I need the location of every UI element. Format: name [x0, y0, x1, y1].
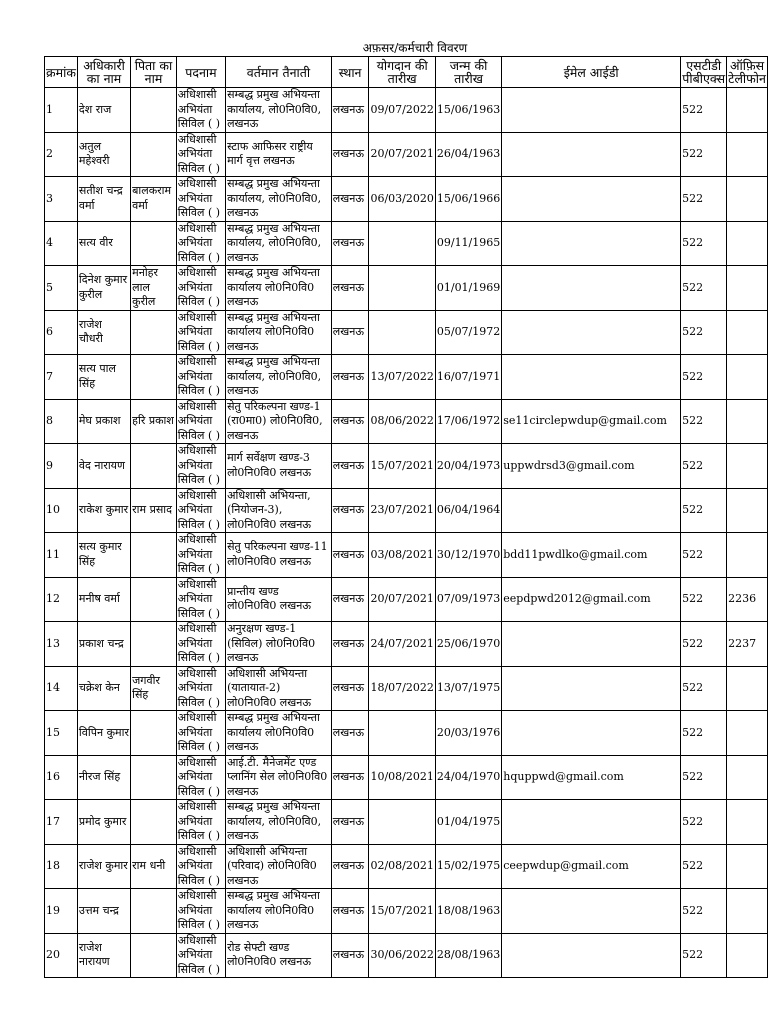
cell-office-tel [727, 800, 768, 845]
cell-place: लखनऊ [331, 221, 369, 266]
cell-std: 522 [681, 355, 727, 400]
table-row [45, 266, 768, 311]
col-header-std: एसटीडी पीबीएक्स [682, 58, 726, 86]
cell-serial: 10 [45, 488, 78, 533]
table-row [45, 666, 768, 711]
cell-name: नीरज सिंह [77, 755, 130, 800]
cell-office-tel [727, 933, 768, 978]
cell-joining [369, 800, 435, 845]
table-row [45, 711, 768, 756]
cell-email [502, 88, 681, 133]
table-row [45, 399, 768, 444]
cell-std: 522 [681, 755, 727, 800]
cell-joining: 24/07/2021 [369, 622, 435, 667]
cell-joining [369, 711, 435, 756]
cell-email [502, 221, 681, 266]
table-row [45, 933, 768, 978]
cell-joining [369, 310, 435, 355]
cell-office-tel [727, 755, 768, 800]
cell-dob: 24/04/1970 [435, 755, 501, 800]
cell-place: लखनऊ [331, 533, 369, 578]
cell-place: लखनऊ [331, 488, 369, 533]
cell-name: सतीश चन्द्र वर्मा [77, 177, 130, 222]
cell-std: 522 [681, 622, 727, 667]
cell-father: राम प्रसाद [131, 488, 177, 533]
cell-std: 522 [681, 266, 727, 311]
cell-posting: सम्बद्ध प्रमुख अभियन्ता कार्यालय, लो0नि0वि0, लखनऊ [226, 88, 332, 133]
cell-posting: सम्बद्ध प्रमुख अभियन्ता कार्यालय लो0नि0वि0 लखनऊ [226, 711, 332, 756]
cell-posting: अधिशासी अभियन्ता (यातायात-2) लो0नि0वि0 लखनऊ [226, 666, 332, 711]
cell-office-tel [727, 177, 768, 222]
col-header-dob: जन्म की तारीख [435, 57, 501, 88]
table-row [45, 844, 768, 889]
cell-serial: 3 [45, 177, 78, 222]
table-row [45, 221, 768, 266]
cell-office-tel: 2237 [727, 622, 768, 667]
cell-posting: सम्बद्ध प्रमुख अभियन्ता कार्यालय, लो0नि0वि0, लखनऊ [226, 177, 332, 222]
cell-joining: 20/07/2021 [369, 577, 435, 622]
cell-name: सत्य कुमार सिंह [77, 533, 130, 578]
cell-email [502, 622, 681, 667]
cell-father: बालकराम वर्मा [131, 177, 177, 222]
cell-std: 522 [681, 444, 727, 489]
cell-std: 522 [681, 88, 727, 133]
cell-office-tel [727, 666, 768, 711]
cell-serial: 16 [45, 755, 78, 800]
cell-std: 522 [681, 844, 727, 889]
cell-std: 522 [681, 933, 727, 978]
cell-name: राजेश चौधरी [77, 310, 130, 355]
cell-office-tel [727, 310, 768, 355]
cell-joining: 09/07/2022 [369, 88, 435, 133]
cell-father [131, 132, 177, 177]
col-header-designation: पदनाम [176, 57, 225, 88]
cell-designation: अधिशासी अभियंता सिविल ( ) [176, 221, 225, 266]
cell-posting: अधिशासी अभियन्ता (परिवाद) लो0नि0वि0 लखनऊ [226, 844, 332, 889]
cell-std: 522 [681, 800, 727, 845]
cell-father [131, 444, 177, 489]
cell-serial: 20 [45, 933, 78, 978]
cell-name: राकेश कुमार [77, 488, 130, 533]
cell-dob: 18/08/1963 [435, 889, 501, 934]
cell-office-tel [727, 844, 768, 889]
cell-serial: 12 [45, 577, 78, 622]
table-row [45, 355, 768, 400]
cell-designation: अधिशासी अभियंता सिविल ( ) [176, 844, 225, 889]
table-row [45, 889, 768, 934]
cell-dob: 09/11/1965 [435, 221, 501, 266]
cell-office-tel [727, 711, 768, 756]
cell-posting: सेतु परिकल्पना खण्ड-1 (रा0मा0) लो0नि0वि0, लखनऊ [226, 399, 332, 444]
cell-std: 522 [681, 221, 727, 266]
cell-joining: 20/07/2021 [369, 132, 435, 177]
table-row [45, 755, 768, 800]
cell-father [131, 711, 177, 756]
cell-dob: 20/03/1976 [435, 711, 501, 756]
cell-father: राम धनी [131, 844, 177, 889]
cell-name: अतुल महेश्वरी [77, 132, 130, 177]
cell-designation: अधिशासी अभियंता सिविल ( ) [176, 355, 225, 400]
cell-serial: 13 [45, 622, 78, 667]
cell-father [131, 533, 177, 578]
table-row [45, 533, 768, 578]
cell-name: प्रमोद कुमार [77, 800, 130, 845]
cell-designation: अधिशासी अभियंता सिविल ( ) [176, 933, 225, 978]
cell-joining: 06/03/2020 [369, 177, 435, 222]
cell-designation: अधिशासी अभियंता सिविल ( ) [176, 310, 225, 355]
cell-email: bdd11pwdlko@gmail.com [502, 533, 681, 578]
cell-office-tel [727, 889, 768, 934]
sheet-title: अफ़सर/कर्मचारी विवरण [362, 41, 468, 55]
table-row [45, 444, 768, 489]
cell-designation: अधिशासी अभियंता सिविल ( ) [176, 88, 225, 133]
cell-serial: 17 [45, 800, 78, 845]
cell-posting: सम्बद्ध प्रमुख अभियन्ता कार्यालय लो0नि0वि0 लखनऊ [226, 310, 332, 355]
cell-father [131, 221, 177, 266]
col-header-name: अधिकारी का नाम [77, 57, 130, 88]
cell-email: se11circlepwdup@gmail.com [502, 399, 681, 444]
cell-father [131, 88, 177, 133]
cell-serial: 5 [45, 266, 78, 311]
cell-father [131, 622, 177, 667]
cell-joining: 02/08/2021 [369, 844, 435, 889]
cell-designation: अधिशासी अभियंता सिविल ( ) [176, 266, 225, 311]
table-row [45, 800, 768, 845]
col-header-posting: वर्तमान तैनाती [226, 57, 332, 88]
cell-email [502, 355, 681, 400]
table-body [45, 88, 768, 978]
cell-email [502, 933, 681, 978]
cell-std: 522 [681, 711, 727, 756]
cell-posting: आई.टी. मैनेजमेंट एण्ड प्लानिंग सेल लो0नि0वि0 लखनऊ [226, 755, 332, 800]
cell-designation: अधिशासी अभियंता सिविल ( ) [176, 622, 225, 667]
cell-joining: 13/07/2022 [369, 355, 435, 400]
cell-email [502, 310, 681, 355]
cell-posting: प्रान्तीय खण्ड लो0नि0वि0 लखनऊ [226, 577, 332, 622]
cell-dob: 28/08/1963 [435, 933, 501, 978]
cell-dob: 15/06/1963 [435, 88, 501, 133]
cell-dob: 06/04/1964 [435, 488, 501, 533]
table-row [45, 622, 768, 667]
cell-place: लखनऊ [331, 399, 369, 444]
table-row [45, 132, 768, 177]
cell-email: ceepwdup@gmail.com [502, 844, 681, 889]
cell-designation: अधिशासी अभियंता सिविल ( ) [176, 755, 225, 800]
cell-designation: अधिशासी अभियंता सिविल ( ) [176, 132, 225, 177]
cell-office-tel [727, 533, 768, 578]
cell-name: दिनेश कुमार कुरील [77, 266, 130, 311]
table-row [45, 177, 768, 222]
cell-name: राजेश नारायण [77, 933, 130, 978]
cell-name: मनीष वर्मा [77, 577, 130, 622]
cell-email: uppwdrsd3@gmail.com [502, 444, 681, 489]
cell-email [502, 666, 681, 711]
cell-posting: सम्बद्ध प्रमुख अभियन्ता कार्यालय, लो0नि0वि0, लखनऊ [226, 800, 332, 845]
cell-dob: 25/06/1970 [435, 622, 501, 667]
cell-dob: 20/04/1973 [435, 444, 501, 489]
cell-father: हरि प्रकाश [131, 399, 177, 444]
cell-father: जगवीर सिंह [131, 666, 177, 711]
table-row [45, 310, 768, 355]
cell-place: लखनऊ [331, 310, 369, 355]
cell-serial: 7 [45, 355, 78, 400]
cell-designation: अधिशासी अभियंता सिविल ( ) [176, 711, 225, 756]
cell-name: देश राज [77, 88, 130, 133]
cell-designation: अधिशासी अभियंता सिविल ( ) [176, 444, 225, 489]
cell-name: सत्य पाल सिंह [77, 355, 130, 400]
cell-joining [369, 266, 435, 311]
cell-dob: 01/01/1969 [435, 266, 501, 311]
cell-serial: 1 [45, 88, 78, 133]
cell-office-tel [727, 488, 768, 533]
cell-email: eepdpwd2012@gmail.com [502, 577, 681, 622]
col-header-email: ईमेल आईडी [502, 57, 681, 88]
cell-dob: 16/07/1971 [435, 355, 501, 400]
cell-serial: 19 [45, 889, 78, 934]
cell-place: लखनऊ [331, 622, 369, 667]
cell-designation: अधिशासी अभियंता सिविल ( ) [176, 800, 225, 845]
cell-std: 522 [681, 577, 727, 622]
cell-std: 522 [681, 310, 727, 355]
cell-father [131, 355, 177, 400]
cell-posting: अधिशासी अभियन्ता, (नियोजन-3), लो0नि0वि0 लखनऊ [226, 488, 332, 533]
cell-std: 522 [681, 666, 727, 711]
cell-email [502, 266, 681, 311]
cell-office-tel [727, 399, 768, 444]
cell-std: 522 [681, 488, 727, 533]
cell-posting: अनुरक्षण खण्ड-1 (सिविल) लो0नि0वि0 लखनऊ [226, 622, 332, 667]
cell-father [131, 755, 177, 800]
cell-office-tel [727, 132, 768, 177]
cell-std: 522 [681, 399, 727, 444]
cell-father [131, 933, 177, 978]
cell-dob: 13/07/1975 [435, 666, 501, 711]
cell-serial: 18 [45, 844, 78, 889]
cell-place: लखनऊ [331, 355, 369, 400]
cell-posting: सम्बद्ध प्रमुख अभियन्ता कार्यालय लो0नि0वि0 लखनऊ [226, 889, 332, 934]
cell-dob: 17/06/1972 [435, 399, 501, 444]
cell-place: लखनऊ [331, 577, 369, 622]
cell-email [502, 711, 681, 756]
cell-name: सत्य वीर [77, 221, 130, 266]
cell-designation: अधिशासी अभियंता सिविल ( ) [176, 533, 225, 578]
cell-name: उत्तम चन्द्र [77, 889, 130, 934]
cell-father [131, 577, 177, 622]
cell-posting: सम्बद्ध प्रमुख अभियन्ता कार्यालय, लो0नि0वि0, लखनऊ [226, 221, 332, 266]
cell-dob: 05/07/1972 [435, 310, 501, 355]
cell-email [502, 889, 681, 934]
cell-serial: 6 [45, 310, 78, 355]
cell-email [502, 800, 681, 845]
cell-name: मेघ प्रकाश [77, 399, 130, 444]
cell-posting: सम्बद्ध प्रमुख अभियन्ता कार्यालय, लो0नि0वि0, लखनऊ [226, 355, 332, 400]
cell-dob: 07/09/1973 [435, 577, 501, 622]
cell-designation: अधिशासी अभियंता सिविल ( ) [176, 399, 225, 444]
cell-place: लखनऊ [331, 132, 369, 177]
cell-dob: 26/04/1963 [435, 132, 501, 177]
cell-place: लखनऊ [331, 933, 369, 978]
employee-table [44, 56, 768, 978]
cell-name: राजेश कुमार [77, 844, 130, 889]
cell-place: लखनऊ [331, 88, 369, 133]
cell-joining: 23/07/2021 [369, 488, 435, 533]
table-row [45, 88, 768, 133]
col-header-place: स्थान [331, 57, 369, 88]
cell-email [502, 132, 681, 177]
cell-serial: 2 [45, 132, 78, 177]
cell-joining: 03/08/2021 [369, 533, 435, 578]
cell-email: hquppwd@gmail.com [502, 755, 681, 800]
cell-place: लखनऊ [331, 889, 369, 934]
cell-office-tel [727, 355, 768, 400]
cell-place: लखनऊ [331, 666, 369, 711]
cell-place: लखनऊ [331, 177, 369, 222]
cell-office-tel [727, 444, 768, 489]
cell-joining: 15/07/2021 [369, 889, 435, 934]
cell-place: लखनऊ [331, 800, 369, 845]
cell-office-tel: 2236 [727, 577, 768, 622]
cell-posting: मार्ग सर्वेक्षण खण्ड-3 लो0नि0वि0 लखनऊ [226, 444, 332, 489]
cell-serial: 11 [45, 533, 78, 578]
cell-name: प्रकाश चन्द्र [77, 622, 130, 667]
cell-std: 522 [681, 177, 727, 222]
cell-std: 522 [681, 533, 727, 578]
cell-joining: 15/07/2021 [369, 444, 435, 489]
col-header-serial: क्रमांक [45, 57, 78, 88]
cell-serial: 9 [45, 444, 78, 489]
cell-posting: सेतु परिकल्पना खण्ड-11 लो0नि0वि0 लखनऊ [226, 533, 332, 578]
cell-dob: 30/12/1970 [435, 533, 501, 578]
cell-email [502, 488, 681, 533]
col-header-office-tel: ऑफ़िस टेलीफोन [728, 58, 766, 86]
col-header-father: पिता का नाम [131, 57, 177, 88]
cell-dob: 01/04/1975 [435, 800, 501, 845]
cell-father [131, 889, 177, 934]
cell-name: चक्रेश केन [77, 666, 130, 711]
cell-joining: 18/07/2022 [369, 666, 435, 711]
cell-serial: 15 [45, 711, 78, 756]
cell-joining: 30/06/2022 [369, 933, 435, 978]
cell-designation: अधिशासी अभियंता सिविल ( ) [176, 488, 225, 533]
table-row [45, 577, 768, 622]
cell-serial: 14 [45, 666, 78, 711]
cell-office-tel [727, 266, 768, 311]
cell-joining: 10/08/2021 [369, 755, 435, 800]
header-row [45, 57, 768, 88]
cell-designation: अधिशासी अभियंता सिविल ( ) [176, 577, 225, 622]
table-row [45, 488, 768, 533]
col-header-joining: योगदान की तारीख [369, 57, 435, 88]
cell-place: लखनऊ [331, 844, 369, 889]
cell-office-tel [727, 88, 768, 133]
cell-place: लखनऊ [331, 444, 369, 489]
cell-father [131, 800, 177, 845]
cell-posting: स्टाफ आफिसर राष्ट्रीय मार्ग वृत्त लखनऊ [226, 132, 332, 177]
cell-posting: रोड सेफ्टी खण्ड लो0नि0वि0 लखनऊ [226, 933, 332, 978]
cell-office-tel [727, 221, 768, 266]
cell-designation: अधिशासी अभियंता सिविल ( ) [176, 177, 225, 222]
cell-place: लखनऊ [331, 755, 369, 800]
cell-place: लखनऊ [331, 711, 369, 756]
cell-joining: 08/06/2022 [369, 399, 435, 444]
cell-father [131, 310, 177, 355]
cell-name: वेद नारायण [77, 444, 130, 489]
cell-name: विपिन कुमार [77, 711, 130, 756]
cell-posting: सम्बद्ध प्रमुख अभियन्ता कार्यालय लो0नि0वि0 लखनऊ [226, 266, 332, 311]
cell-father: मनोहर लाल कुरील [131, 266, 177, 311]
cell-designation: अधिशासी अभियंता सिविल ( ) [176, 889, 225, 934]
cell-joining [369, 221, 435, 266]
cell-designation: अधिशासी अभियंता सिविल ( ) [176, 666, 225, 711]
cell-serial: 4 [45, 221, 78, 266]
cell-dob: 15/06/1966 [435, 177, 501, 222]
cell-dob: 15/02/1975 [435, 844, 501, 889]
cell-email [502, 177, 681, 222]
cell-std: 522 [681, 132, 727, 177]
cell-place: लखनऊ [331, 266, 369, 311]
cell-std: 522 [681, 889, 727, 934]
cell-serial: 8 [45, 399, 78, 444]
